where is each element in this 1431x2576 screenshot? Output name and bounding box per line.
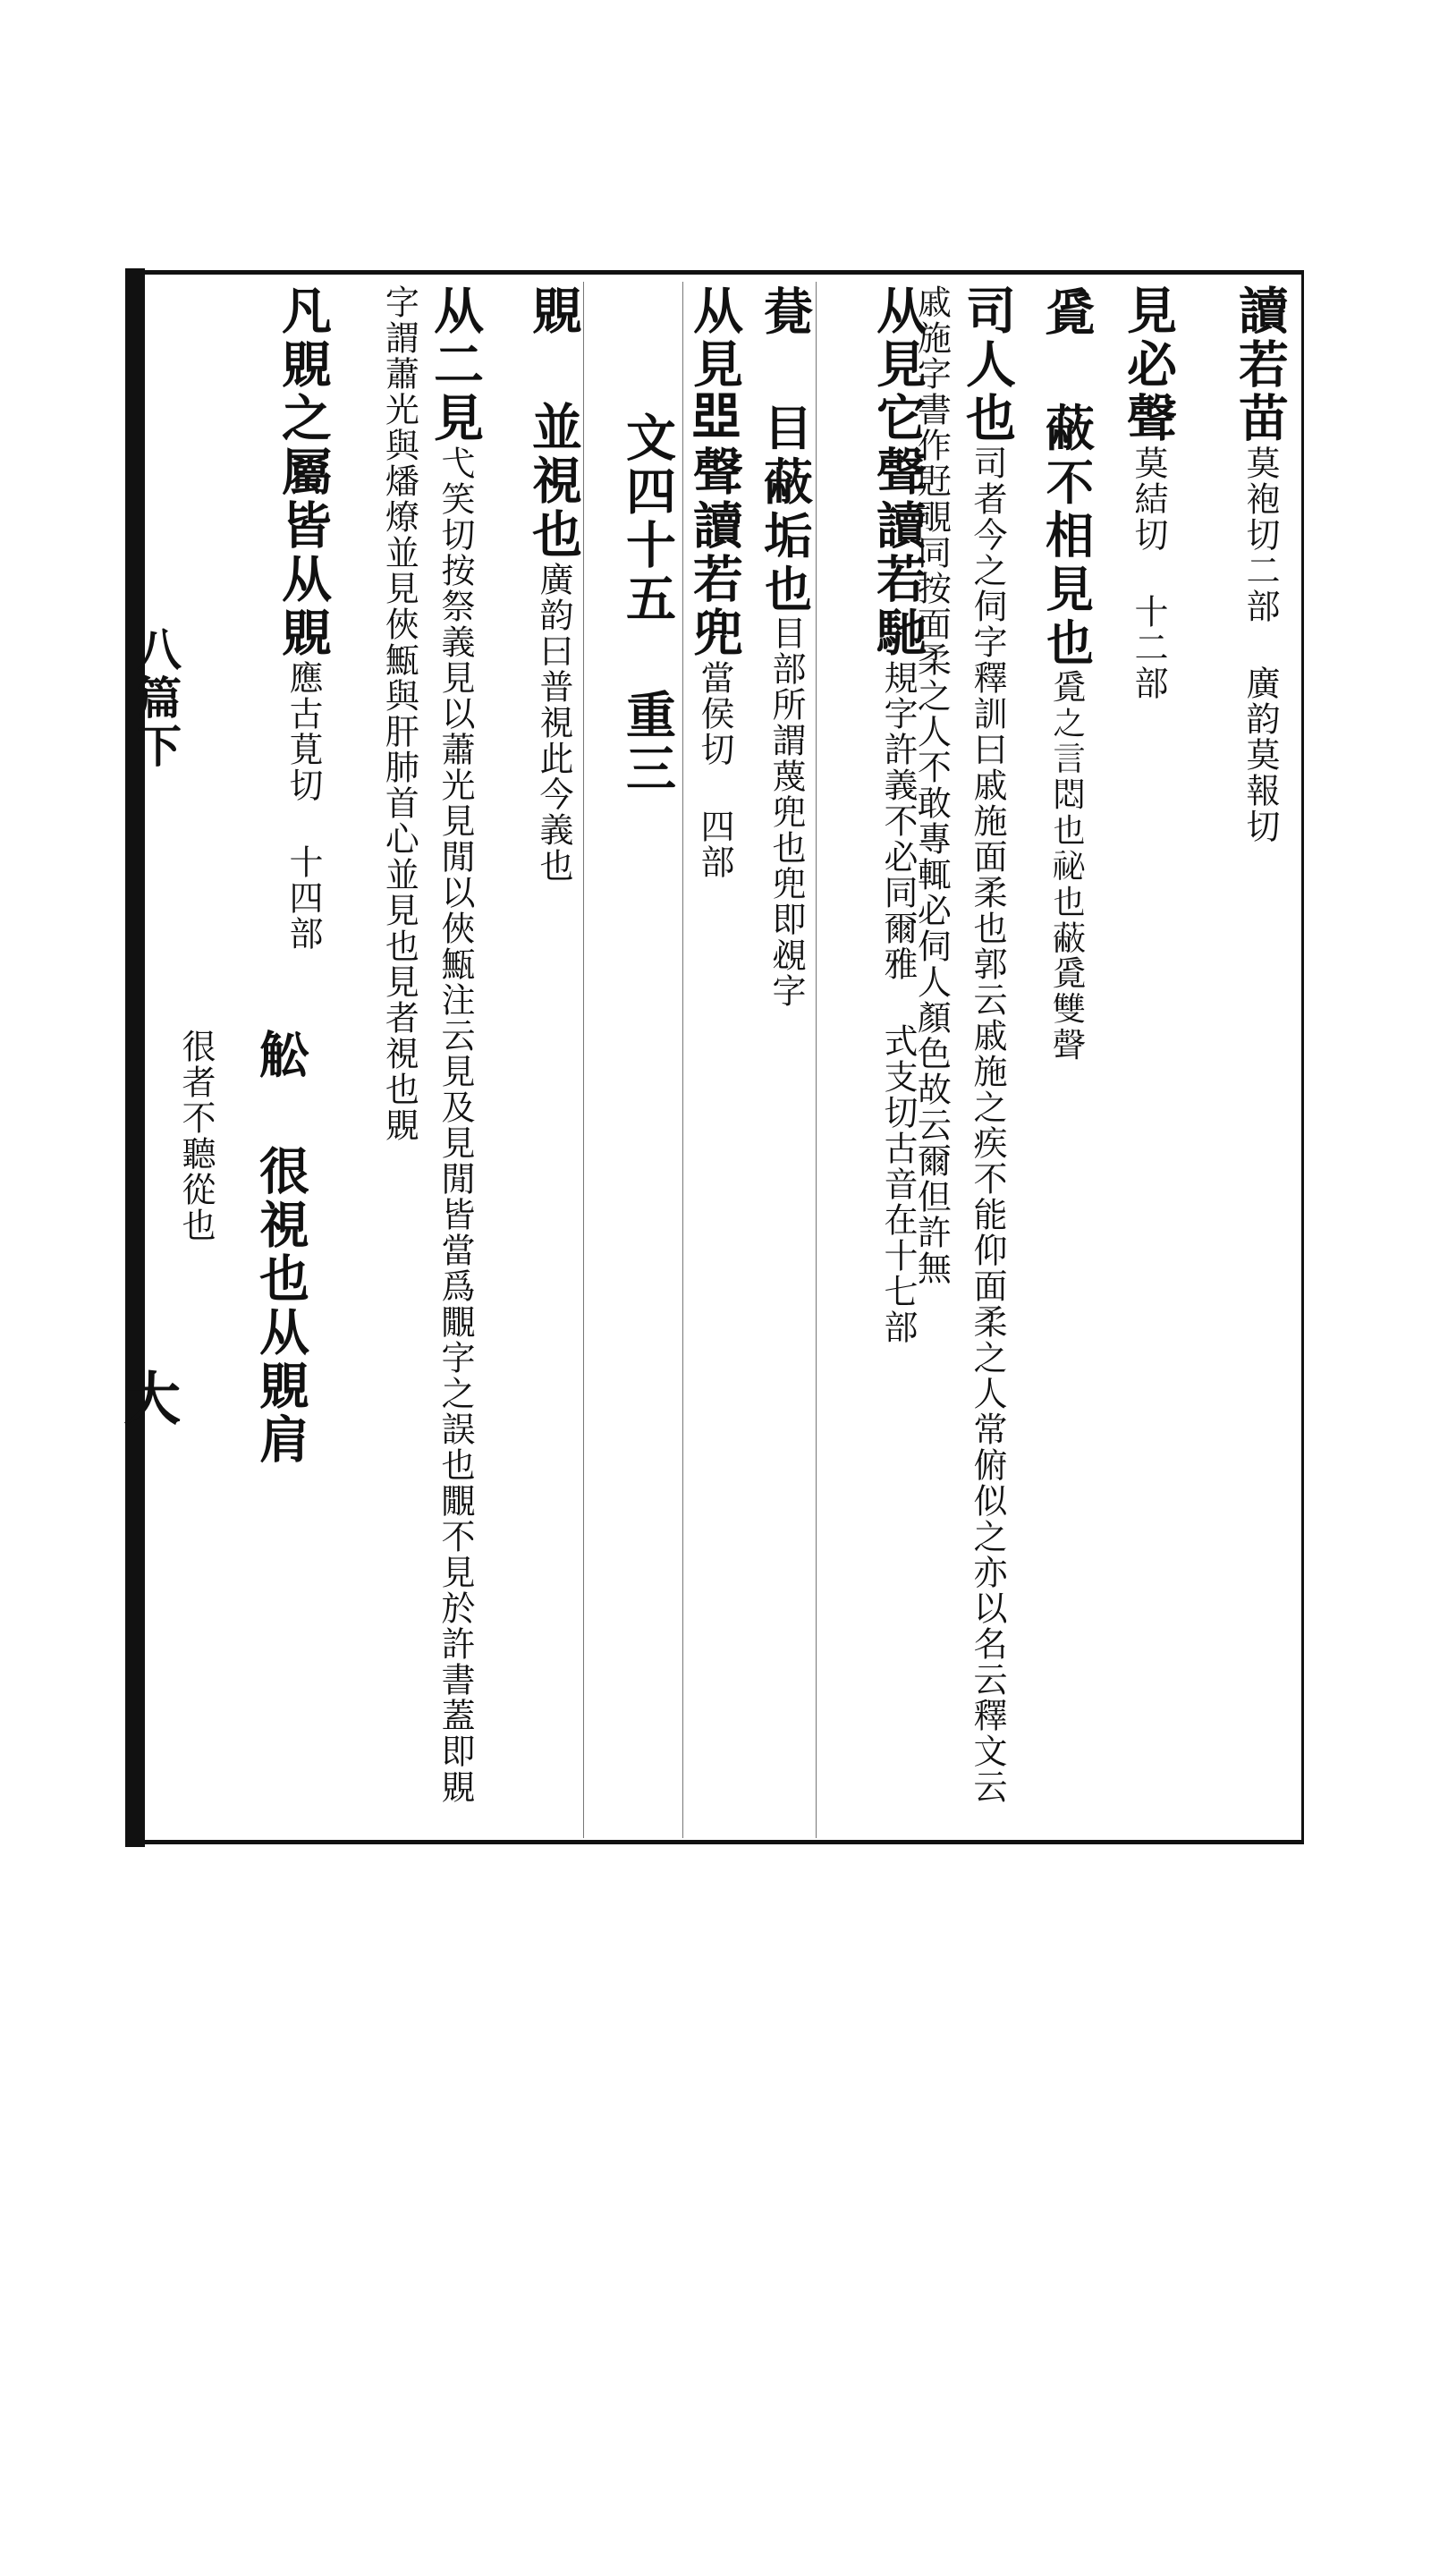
- text-column: 文四十五 重三: [618, 411, 677, 796]
- text-column: 見必聲莫結切 十二部: [1119, 284, 1178, 701]
- text-column: 凡覞之屬皆从覞應古莧切 十四部: [274, 284, 333, 952]
- text-column: 很者不聽從也: [176, 1029, 216, 1243]
- page-number: 大: [114, 1368, 181, 1426]
- column-rule: [583, 282, 584, 1838]
- text-column: 从見它聲讀若馳規字許義不必同爾雅 式支切古音在十七部: [868, 284, 927, 1345]
- text-column: 𧠩 目蔽垢也目部所謂蔑兜也兜即覕字: [757, 284, 816, 1009]
- section-label: 八篇下: [130, 626, 182, 771]
- text-column: 从見𠁁聲讀若兜當侯切 四部: [685, 284, 744, 880]
- text-column: 䚗 很視也从覞肩: [251, 1029, 310, 1467]
- text-column: 从二見弋笑切按祭義見以蕭光見閒以俠甒注云見及見閒皆當爲覵字之誤也覵不見於許書蓋即覞字謂蕭光與燔燎並見俠甒與肝肺首心並見也見者視也覞: [379, 284, 485, 1805]
- text-column: 𧠨 蔽不相見也𧠨之言悶也祕也蔽𧠨雙聲: [1038, 284, 1097, 1063]
- text-column: 覞 並視也廣韵曰普視此今義也: [524, 284, 583, 884]
- column-rule: [682, 282, 683, 1838]
- text-column: 讀若苗莫袍切二部 廣韵莫報切: [1231, 284, 1290, 844]
- column-rule: [816, 282, 817, 1838]
- text-column: 司人也司者今之伺字釋訓曰戚施面柔也郭云戚施之疾不能仰面柔之人常俯似之亦以名云釋文云戚施字書作覎覗同按面柔之人不敢專輒必伺人顏色故云爾但許無: [911, 284, 1017, 1805]
